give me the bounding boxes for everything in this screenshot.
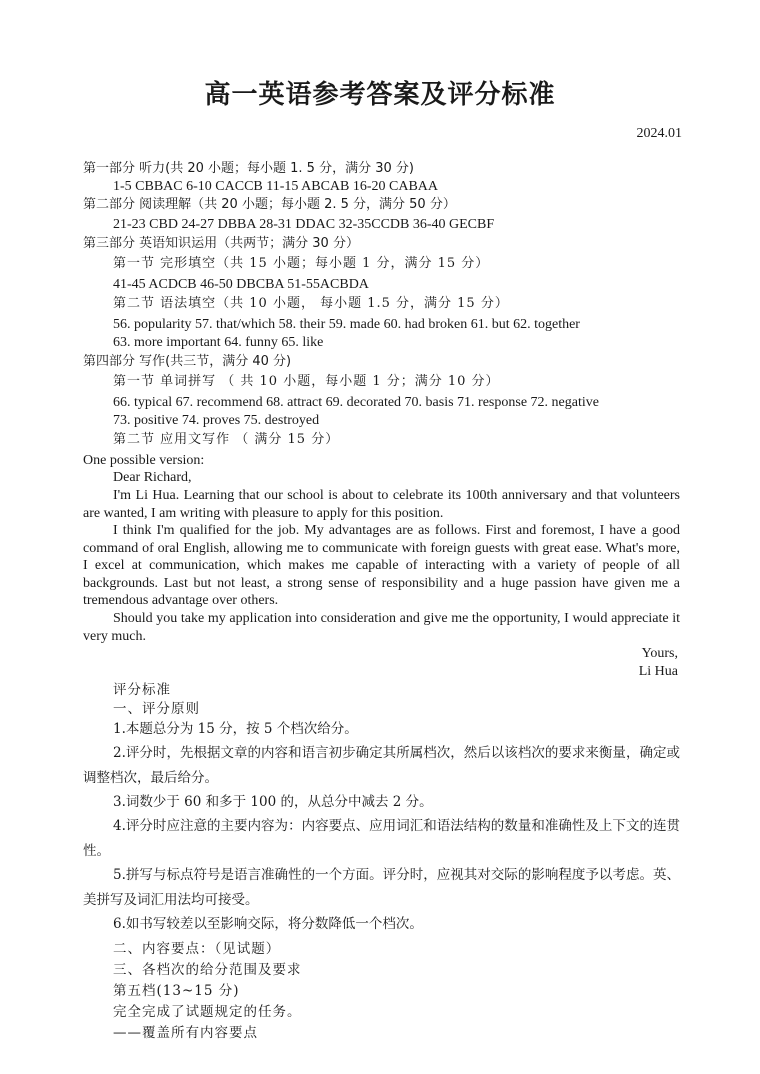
criteria-rule-2 [83, 741, 680, 790]
part2-heading: 第二部分 阅读理解（共 20 小题；每小题 2. 5 分，满分 50 分） [83, 197, 456, 212]
part3-heading: 第三部分 英语知识运用（共两节；满分 30 分） [83, 236, 359, 251]
criteria-rule-2-text: 2.评分时，先根据文章的内容和语言初步确定其所属档次，然后以该档次的要求来衡量，确定或调整档次，最后给分。 [83, 745, 680, 786]
criteria-levels-heading: 三、各档次的给分范围及要求 [113, 962, 302, 978]
criteria-level5-desc: 完全完成了试题规定的任务。 [113, 1004, 302, 1020]
criteria-level5-item: ——覆盖所有内容要点 [113, 1025, 258, 1041]
date-label: 2024.01 [636, 126, 682, 141]
essay-paragraph-2-text: I think I'm qualified for the job. My advantages are as follows. First and foremost, I have a good command of oral English, allowing me to communicate with foreign guests with great ease. What's more, I excel at communication, which makes me capable of interacting with a variety of people of all backgrounds. Last but not least, a strong sense of responsibility and a huge passion have given me a tremendous advantage over others. [83, 523, 680, 608]
part3-section1-answers: 41-45 ACDCB 46-50 DBCBA 51-55ACBDA [113, 277, 369, 292]
page-title: 高一英语参考答案及评分标准 [204, 80, 556, 110]
part4-section1-line2: 73. positive 74. proves 75. destroyed [113, 413, 320, 428]
essay-paragraph-3 [83, 610, 680, 645]
part1-answers: 1-5 CBBAC 6-10 CACCB 11-15 ABCAB 16-20 CABAA [113, 179, 439, 194]
essay-intro: One possible version: [83, 453, 205, 468]
criteria-level5: 第五档(13~15 分) [113, 983, 240, 999]
essay-greeting: Dear Richard, [113, 470, 192, 485]
criteria-rule-1-text: 1.本题总分为 15 分，按 5 个档次给分。 [113, 721, 358, 737]
part1-heading: 第一部分 听力(共 20 小题；每小题 1. 5 分，满分 30 分) [83, 161, 414, 176]
part2-answers: 21-23 CBD 24-27 DBBA 28-31 DDAC 32-35CCDB 36-40 GECBF [113, 217, 495, 232]
part4-section2-heading: 第二节 应用文写作 （ 满分 15 分） [113, 432, 340, 447]
criteria-rule-1 [83, 717, 680, 742]
criteria-rule-6 [83, 912, 680, 937]
criteria-rule-6-text: 6.如书写较差以至影响交际，将分数降低一个档次。 [113, 916, 423, 932]
criteria-rule-5 [83, 863, 680, 912]
essay-signature: Li Hua [638, 664, 678, 679]
essay-paragraph-1 [83, 487, 680, 522]
essay-closing: Yours, [641, 646, 678, 661]
part3-section2-heading: 第二节 语法填空（共 10 小题， 每小题 1.5 分，满分 15 分） [113, 296, 509, 311]
part4-section1-line1: 66. typical 67. recommend 68. attract 69. decorated 70. basis 71. response 72. negative [113, 395, 599, 410]
part3-section2-line2: 63. more important 64. funny 65. like [113, 335, 324, 350]
criteria-rule-3-text: 3.词数少于 60 和多于 100 的，从总分中减去 2 分。 [113, 794, 433, 810]
part4-section1-heading: 第一节 单词拼写 （ 共 10 小题，每小题 1 分；满分 10 分） [113, 374, 500, 389]
criteria-content-points: 二、内容要点：（见试题） [113, 941, 281, 957]
criteria-rule-4-text: 4.评分时应注意的主要内容为：内容要点、应用词汇和语法结构的数量和准确性及上下文的连贯性。 [83, 818, 680, 859]
criteria-rule-4 [83, 814, 680, 863]
criteria-heading: 评分标准 [113, 682, 171, 698]
criteria-rule-3 [83, 790, 680, 815]
part3-section1-heading: 第一节 完形填空（共 15 小题；每小题 1 分，满分 15 分） [113, 256, 490, 271]
criteria-principles: 一、评分原则 [113, 701, 200, 717]
part4-heading: 第四部分 写作(共三节，满分 40 分) [83, 354, 292, 369]
criteria-rule-5-text: 5.拼写与标点符号是语言准确性的一个方面。评分时，应视其对交际的影响程度予以考虑。英、美拼写及词汇用法均可接受。 [83, 867, 680, 908]
essay-paragraph-2 [83, 522, 680, 610]
part3-section2-line1: 56. popularity 57. that/which 58. their 59. made 60. had broken 61. but 62. together [113, 317, 580, 332]
essay-paragraph-1-text: I'm Li Hua. Learning that our school is about to celebrate its 100th anniversary and that volunteers are wanted, I am writing with pleasure to apply for this position. [83, 488, 680, 521]
essay-paragraph-3-text: Should you take my application into consideration and give me the opportunity, I would appreciate it very much. [83, 611, 680, 644]
